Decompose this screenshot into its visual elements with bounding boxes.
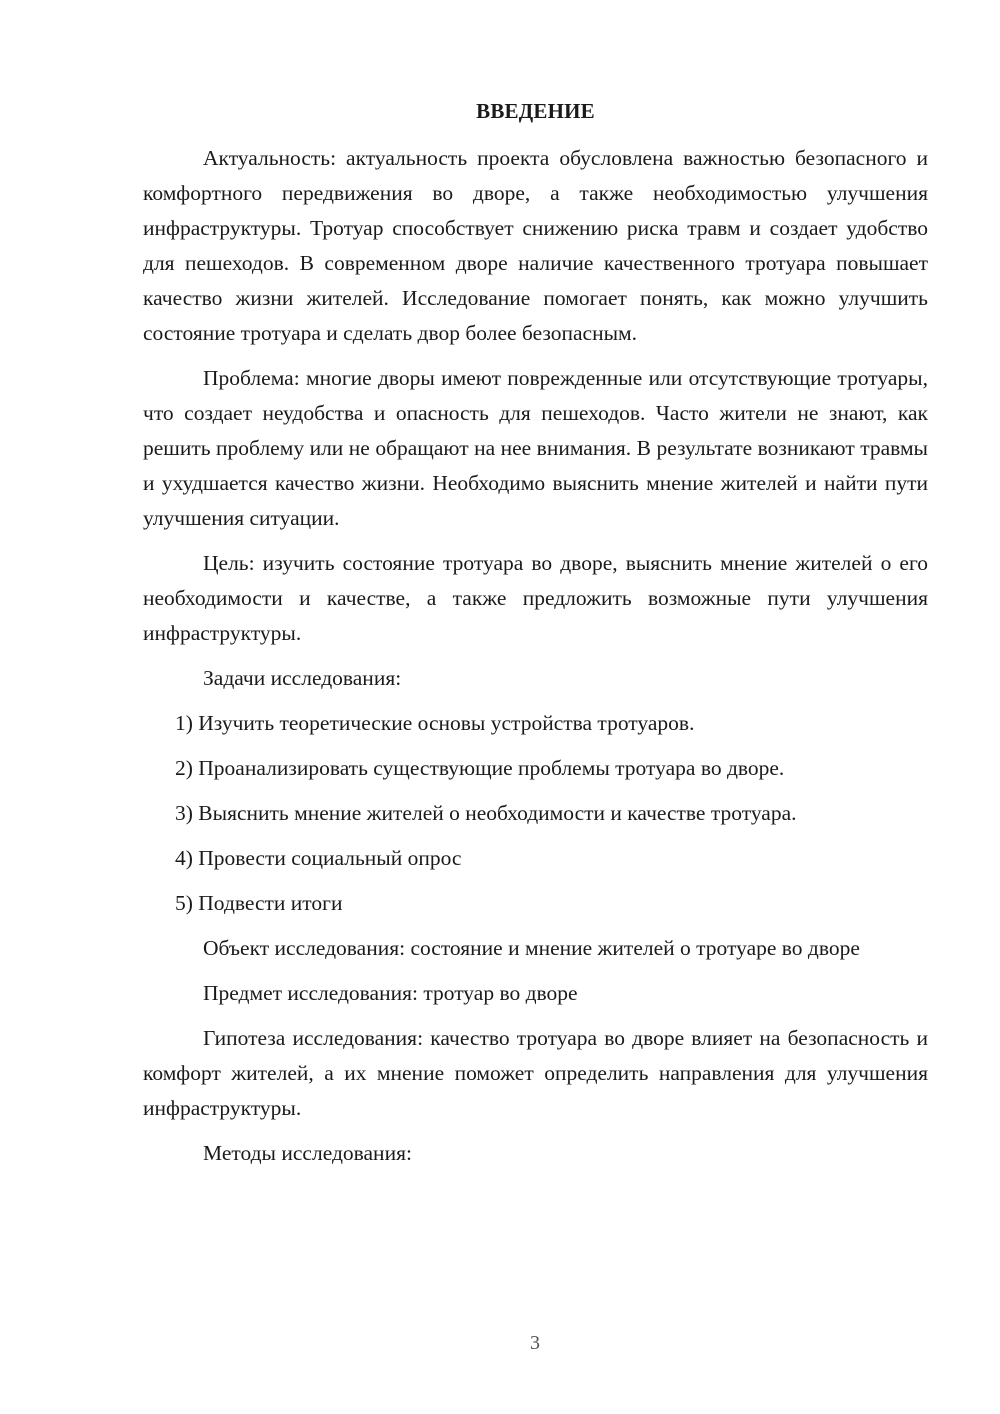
paragraph-object: Объект исследования: состояние и мнение жителей о тротуаре во дворе: [203, 936, 860, 960]
document-page: [143, 94, 928, 1181]
paragraph-hypothesis: Гипотеза исследования: качество тротуара во дворе влияет на безопасность и комфорт жителей, а их мнение поможет определить направления для улучшения инфраструктуры.: [143, 1026, 928, 1120]
tasks-heading: Задачи исследования:: [203, 666, 402, 690]
task-item: 4) Провести социальный опрос: [175, 846, 462, 870]
task-item: 5) Подвести итоги: [175, 891, 343, 915]
task-item: 3) Выяснить мнение жителей о необходимости и качестве тротуара.: [175, 801, 797, 825]
page-number: 3: [530, 1332, 540, 1354]
document-title: ВВЕДЕНИЕ: [476, 99, 595, 123]
task-item: 1) Изучить теоретические основы устройства тротуаров.: [175, 711, 695, 735]
paragraph-relevance: Актуальность: актуальность проекта обусловлена важностью безопасного и комфортного передвижения во дворе, а также необходимостью улучшения инфраструктуры. Тротуар способствует снижению риска травм и создает удобство для пешеходов. В современном дворе наличие качественного тротуара повышает качество жизни жителей. Исследование помогает понять, как можно улучшить состояние тротуара и сделать двор более безопасным.: [143, 146, 928, 345]
methods-heading: Методы исследования:: [203, 1141, 412, 1165]
paragraph-subject: Предмет исследования: тротуар во дворе: [203, 981, 578, 1005]
task-item: 2) Проанализировать существующие проблемы тротуара во дворе.: [175, 756, 785, 780]
paragraph-goal: Цель: изучить состояние тротуара во дворе, выяснить мнение жителей о его необходимости и качестве, а также предложить возможные пути улучшения инфраструктуры.: [143, 551, 928, 645]
paragraph-problem: Проблема: многие дворы имеют поврежденные или отсутствующие тротуары, что создает неудобства и опасность для пешеходов. Часто жители не знают, как решить проблему или не обращают на нее внимания. В результате возникают травмы и ухудшается качество жизни. Необходимо выяснить мнение жителей и найти пути улучшения ситуации.: [143, 366, 928, 530]
tasks-list: [143, 706, 928, 921]
